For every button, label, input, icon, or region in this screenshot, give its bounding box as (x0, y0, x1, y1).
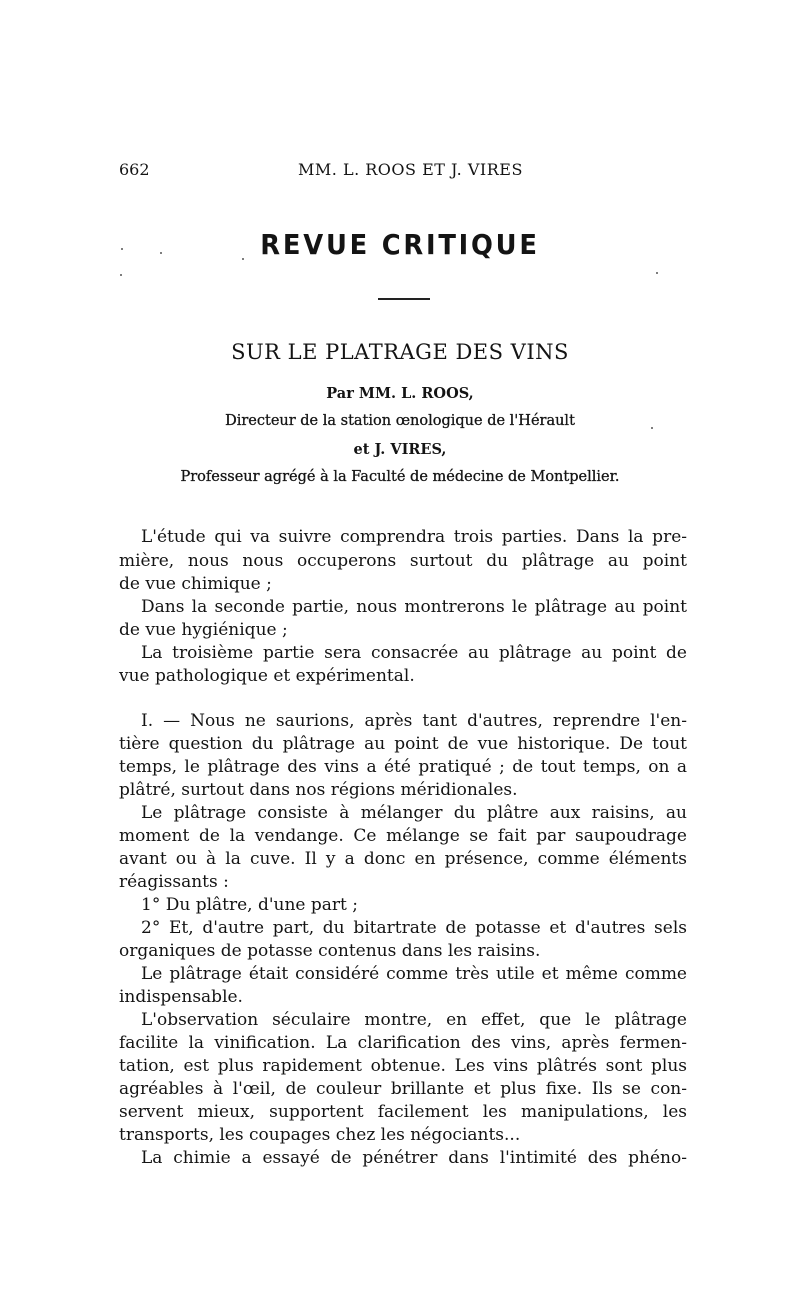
body-line: L'observation séculaire montre, en effet, que le plâtrage (141, 1010, 687, 1030)
body-line: mière, nous nous occuperons surtout du plâtrage au point (119, 551, 687, 571)
scan-speck (651, 427, 653, 429)
scan-speck (160, 252, 162, 254)
body-line: indispensable. (119, 987, 243, 1007)
body-line: avant ou à la cuve. Il y a donc en présence, comme éléments (119, 849, 687, 869)
byline-affiliation-2: Professeur agrégé à la Faculté de médecine de Montpellier. (180, 469, 620, 485)
body-line: agréables à l'œil, de couleur brillante et plus fixe. Ils se con- (119, 1079, 687, 1099)
body-line: de vue hygiénique ; (119, 620, 288, 640)
body-line: transports, les coupages chez les négociants... (119, 1125, 521, 1145)
scan-speck (120, 274, 122, 276)
scan-speck (121, 248, 123, 250)
body-line: Dans la seconde partie, nous montrerons le plâtrage au point (141, 597, 687, 617)
body-line: vue pathologique et expérimental. (119, 666, 415, 686)
title-rule (378, 298, 430, 300)
body-line: La chimie a essayé de pénétrer dans l'intimité des phéno- (141, 1148, 687, 1168)
byline-author-1: Par MM. L. ROOS, (326, 385, 474, 402)
article-title: SUR LE PLATRAGE DES VINS (231, 340, 569, 364)
body-line: temps, le plâtrage des vins a été pratiqué ; de tout temps, on a (119, 757, 687, 777)
body-line: I. — Nous ne saurions, après tant d'autres, reprendre l'en- (141, 711, 687, 731)
body-line: facilite la vinification. La clarification des vins, après fermen- (119, 1033, 687, 1053)
body-line: moment de la vendange. Ce mélange se fait par saupoudrage (119, 826, 687, 846)
byline-affiliation-1: Directeur de la station œnologique de l'Hérault (225, 413, 575, 429)
article-type-heading: REVUE CRITIQUE (260, 228, 540, 261)
body-line: L'étude qui va suivre comprendra trois parties. Dans la pre- (141, 527, 687, 547)
running-title: MM. L. ROOS ET J. VIRES (298, 160, 523, 179)
scan-speck (242, 258, 244, 260)
body-line: organiques de potasse contenus dans les raisins. (119, 941, 541, 961)
body-line: réagissants : (119, 872, 229, 892)
body-line: Le plâtrage consiste à mélanger du plâtre aux raisins, au (141, 803, 687, 823)
running-header (0, 160, 800, 184)
body-line: 1° Du plâtre, d'une part ; (141, 895, 359, 915)
byline-author-2: et J. VIRES, (353, 441, 447, 458)
scan-speck (656, 272, 658, 274)
body-line: tation, est plus rapidement obtenue. Les vins plâtrés sont plus (119, 1056, 687, 1076)
body-line: tière question du plâtrage au point de vue historique. De tout (119, 734, 687, 754)
body-line: Le plâtrage était considéré comme très utile et même comme (141, 964, 687, 984)
body-line: de vue chimique ; (119, 574, 272, 594)
body-line: servent mieux, supportent facilement les manipulations, les (119, 1102, 687, 1122)
body-line: 2° Et, d'autre part, du bitartrate de potasse et d'autres sels (141, 918, 687, 938)
body-line: plâtré, surtout dans nos régions méridionales. (119, 780, 518, 800)
body-line: La troisième partie sera consacrée au plâtrage au point de (141, 643, 687, 663)
page-number: 662 (119, 160, 150, 179)
